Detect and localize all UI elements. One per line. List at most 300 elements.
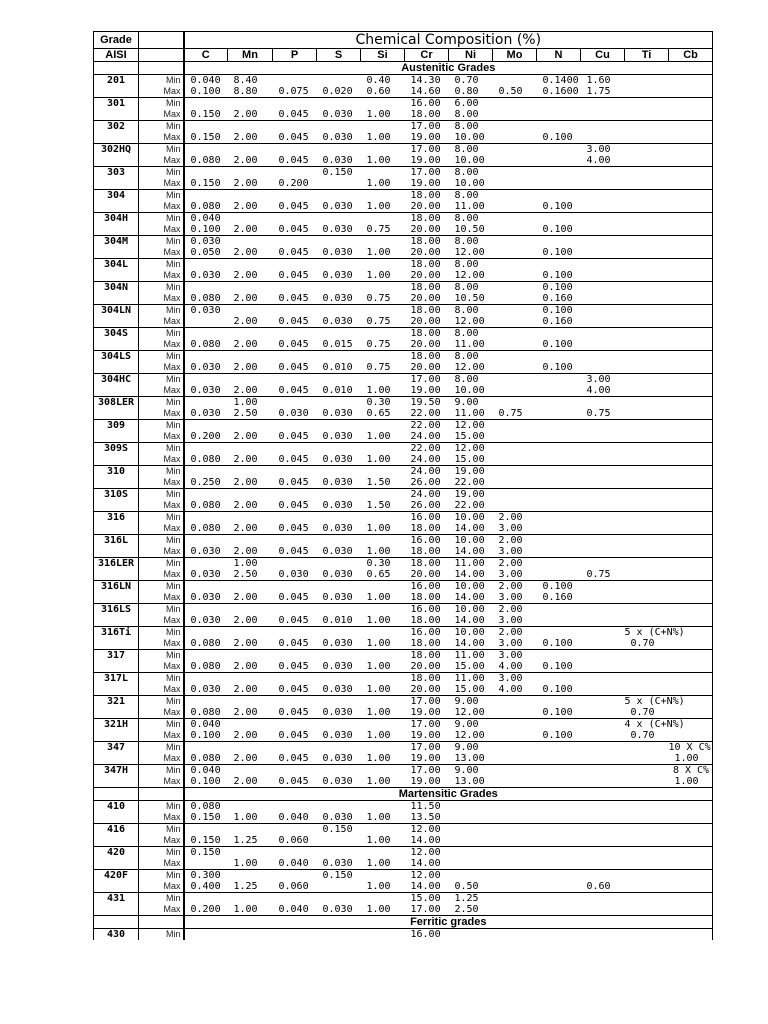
value-cell xyxy=(625,812,669,824)
value-cell: 2.00 xyxy=(233,500,258,511)
value-cell: 0.30 xyxy=(361,558,405,570)
value-cell: 18.00 xyxy=(405,282,449,294)
value-cell xyxy=(361,535,405,547)
value-cell xyxy=(273,719,317,731)
value-cell: 0.030 xyxy=(322,109,353,120)
grade-row-max xyxy=(94,881,713,893)
element-header-ni: Ni xyxy=(449,49,493,62)
value-cell xyxy=(493,316,537,328)
max-label: Max xyxy=(139,500,184,512)
value-cell: 3.00 xyxy=(581,374,625,386)
grade-row-max xyxy=(94,776,713,788)
value-cell: 14.00 xyxy=(410,858,441,869)
value-cell xyxy=(493,362,537,374)
value-cell xyxy=(449,824,493,836)
value-cell xyxy=(184,466,228,478)
value-cell: 1.00 xyxy=(366,592,391,603)
value-cell: 0.030 xyxy=(322,776,353,787)
value-cell: 0.160 xyxy=(542,316,573,327)
value-cell: 0.100 xyxy=(542,270,573,281)
value-cell: 0.100 xyxy=(537,581,581,593)
value-cell xyxy=(581,812,625,824)
grade-label: 431 xyxy=(94,893,139,916)
grade-label: 416 xyxy=(94,824,139,847)
value-cell xyxy=(625,259,669,271)
min-label: Min xyxy=(139,535,184,547)
min-label: Min xyxy=(139,512,184,524)
value-cell: 1.00 xyxy=(366,684,391,695)
value-cell: 18.00 xyxy=(405,558,449,570)
value-cell xyxy=(184,374,228,386)
value-cell: 5 x (C+N%) xyxy=(624,627,685,638)
value-cell: 0.200 xyxy=(190,904,221,915)
value-cell xyxy=(317,893,361,905)
value-cell xyxy=(625,213,669,225)
value-cell: 20.00 xyxy=(410,201,441,212)
value-cell: 16.00 xyxy=(405,929,449,941)
value-cell xyxy=(669,397,713,409)
value-cell: 1.00 xyxy=(366,858,391,869)
value-cell xyxy=(317,305,361,317)
value-cell: 10.00 xyxy=(449,535,493,547)
value-cell: 2.00 xyxy=(233,431,258,442)
value-cell xyxy=(493,824,537,836)
value-cell: 20.00 xyxy=(410,293,441,304)
grade-row-max xyxy=(94,316,713,328)
value-cell xyxy=(493,374,537,386)
value-cell xyxy=(581,696,625,708)
grade-row-max xyxy=(94,247,713,259)
value-cell xyxy=(184,893,228,905)
value-cell xyxy=(228,259,273,271)
value-cell: 13.50 xyxy=(410,812,441,823)
value-cell xyxy=(273,443,317,455)
max-label: Max xyxy=(139,661,184,673)
value-cell xyxy=(184,824,228,836)
value-cell: 13.00 xyxy=(454,753,485,764)
value-cell xyxy=(625,443,669,455)
grade-row-max xyxy=(94,362,713,374)
section-title: Austenitic Grades xyxy=(184,62,713,75)
value-cell xyxy=(625,500,669,512)
value-cell xyxy=(669,109,713,121)
value-cell xyxy=(228,673,273,685)
value-cell: 0.030 xyxy=(190,684,221,695)
grade-row-max xyxy=(94,109,713,121)
value-cell xyxy=(449,801,493,813)
value-cell: 1.00 xyxy=(366,835,391,846)
value-cell xyxy=(669,178,713,190)
grade-row-min xyxy=(94,742,713,754)
value-cell xyxy=(361,673,405,685)
value-cell xyxy=(625,535,669,547)
value-cell xyxy=(228,870,273,882)
value-cell: 0.75 xyxy=(366,224,391,235)
value-cell: 1.00 xyxy=(366,523,391,534)
value-cell: 0.030 xyxy=(278,569,309,580)
value-cell: 12.00 xyxy=(454,316,485,327)
value-cell xyxy=(493,351,537,363)
grade-label: 304L xyxy=(94,259,139,282)
section-title: Ferritic grades xyxy=(184,916,713,929)
value-cell xyxy=(184,627,228,639)
value-cell: 2.00 xyxy=(233,753,258,764)
value-cell xyxy=(537,673,581,685)
value-cell xyxy=(669,824,713,836)
min-label: Min xyxy=(139,305,184,317)
value-cell xyxy=(625,858,669,870)
value-cell xyxy=(669,604,713,616)
value-cell: 0.045 xyxy=(278,661,309,672)
value-cell: 1.00 xyxy=(366,776,391,787)
value-cell: 0.045 xyxy=(278,523,309,534)
value-cell xyxy=(184,858,228,870)
value-cell: 0.030 xyxy=(190,546,221,557)
grade-row-max xyxy=(94,904,713,916)
grade-row-min xyxy=(94,512,713,524)
value-cell: 0.030 xyxy=(190,408,221,419)
value-cell xyxy=(184,696,228,708)
value-cell xyxy=(669,893,713,905)
value-cell: 17.00 xyxy=(405,719,449,731)
value-cell: 18.00 xyxy=(405,190,449,202)
grade-row-max xyxy=(94,155,713,167)
value-cell: 18.00 xyxy=(405,259,449,271)
value-cell xyxy=(625,155,669,167)
value-cell xyxy=(537,929,581,941)
grade-row-max xyxy=(94,615,713,627)
value-cell xyxy=(625,650,669,662)
value-cell xyxy=(625,190,669,202)
value-cell: 0.080 xyxy=(190,661,221,672)
value-cell xyxy=(537,512,581,524)
value-cell: 1.60 xyxy=(581,75,625,87)
value-cell xyxy=(625,523,669,535)
value-cell xyxy=(669,615,713,627)
value-cell xyxy=(625,385,669,397)
value-cell: 0.030 xyxy=(322,132,353,143)
value-cell xyxy=(493,847,537,859)
value-cell: 1.25 xyxy=(449,893,493,905)
value-cell xyxy=(184,328,228,340)
value-cell: 12.00 xyxy=(454,362,485,373)
value-cell xyxy=(317,98,361,110)
value-cell xyxy=(493,328,537,340)
value-cell xyxy=(184,650,228,662)
value-cell: 18.00 xyxy=(405,213,449,225)
value-cell: 0.030 xyxy=(190,270,221,281)
value-cell xyxy=(493,904,537,916)
value-cell xyxy=(317,443,361,455)
value-cell xyxy=(228,929,273,941)
grade-row-max xyxy=(94,431,713,443)
value-cell xyxy=(317,673,361,685)
grade-row-min xyxy=(94,374,713,386)
value-cell: 2.00 xyxy=(233,109,258,120)
value-cell xyxy=(493,443,537,455)
value-cell: 2.00 xyxy=(233,730,258,741)
value-cell xyxy=(581,719,625,731)
value-cell: 20.00 xyxy=(410,684,441,695)
grade-row-min xyxy=(94,650,713,662)
value-cell: 18.00 xyxy=(405,351,449,363)
value-cell xyxy=(669,201,713,213)
grade-row-max xyxy=(94,132,713,144)
grade-row-max xyxy=(94,684,713,696)
grade-row-max xyxy=(94,730,713,742)
grade-row-max xyxy=(94,753,713,765)
value-cell xyxy=(361,466,405,478)
value-cell xyxy=(581,351,625,363)
value-cell: 14.30 xyxy=(405,75,449,87)
value-cell: 0.75 xyxy=(586,408,611,419)
value-cell: 11.00 xyxy=(449,673,493,685)
value-cell xyxy=(581,98,625,110)
min-label: Min xyxy=(139,719,184,731)
grade-row-max xyxy=(94,477,713,489)
value-cell xyxy=(537,835,581,847)
value-cell: 0.150 xyxy=(317,870,361,882)
grade-label: 420F xyxy=(94,870,139,893)
value-cell xyxy=(625,569,669,581)
value-cell xyxy=(581,431,625,443)
value-cell xyxy=(537,98,581,110)
value-cell: 0.100 xyxy=(542,730,573,741)
min-label: Min xyxy=(139,673,184,685)
value-cell: 2.00 xyxy=(233,316,258,327)
value-cell: 0.045 xyxy=(278,431,309,442)
value-cell xyxy=(625,247,669,259)
value-cell xyxy=(493,776,537,788)
min-label: Min xyxy=(139,397,184,409)
value-cell xyxy=(581,397,625,409)
value-cell: 0.030 xyxy=(322,523,353,534)
value-cell: 0.010 xyxy=(322,385,353,396)
value-cell: 2.00 xyxy=(233,546,258,557)
value-cell xyxy=(273,167,317,179)
element-header-ti: Ti xyxy=(625,49,669,62)
value-cell xyxy=(493,765,537,777)
value-cell: 16.00 xyxy=(405,604,449,616)
value-cell: 8.00 xyxy=(449,305,493,317)
value-cell: 0.030 xyxy=(190,592,221,603)
value-cell: 0.045 xyxy=(278,132,309,143)
value-cell xyxy=(361,351,405,363)
value-cell xyxy=(317,328,361,340)
value-cell xyxy=(625,929,669,941)
value-cell xyxy=(625,835,669,847)
max-label: Max xyxy=(139,881,184,893)
value-cell: 19.00 xyxy=(449,489,493,501)
value-cell xyxy=(669,316,713,328)
value-cell: 10.00 xyxy=(454,178,485,189)
value-cell xyxy=(493,696,537,708)
value-cell xyxy=(537,893,581,905)
value-cell xyxy=(625,408,669,420)
value-cell xyxy=(537,385,581,397)
value-cell xyxy=(361,144,405,156)
value-cell xyxy=(317,881,361,893)
value-cell xyxy=(228,466,273,478)
value-cell: 17.00 xyxy=(405,374,449,386)
value-cell: 14.00 xyxy=(454,592,485,603)
value-cell xyxy=(581,213,625,225)
value-cell: 0.045 xyxy=(278,546,309,557)
value-cell xyxy=(669,259,713,271)
value-cell xyxy=(273,121,317,133)
value-cell: 0.030 xyxy=(322,293,353,304)
value-cell xyxy=(581,190,625,202)
value-cell: 0.080 xyxy=(190,523,221,534)
value-cell: 0.060 xyxy=(278,881,309,892)
value-cell: 2.00 xyxy=(233,224,258,235)
value-cell xyxy=(361,328,405,340)
grade-row-max xyxy=(94,812,713,824)
value-cell xyxy=(581,558,625,570)
min-label: Min xyxy=(139,870,184,882)
min-label: Min xyxy=(139,929,184,941)
value-cell xyxy=(625,75,669,87)
header-spacer xyxy=(139,32,184,49)
value-cell xyxy=(537,431,581,443)
value-cell xyxy=(581,224,625,236)
grade-label: 302 xyxy=(94,121,139,144)
value-cell xyxy=(537,420,581,432)
value-cell: 0.150 xyxy=(190,835,221,846)
value-cell xyxy=(669,558,713,570)
grade-row-min xyxy=(94,466,713,478)
value-cell: 18.00 xyxy=(410,546,441,557)
grade-row-min xyxy=(94,893,713,905)
value-cell: 20.00 xyxy=(410,339,441,350)
grade-label: 347 xyxy=(94,742,139,765)
value-cell: 0.75 xyxy=(366,362,391,373)
grade-row-min xyxy=(94,824,713,836)
value-cell: 18.00 xyxy=(410,523,441,534)
value-cell: 1.50 xyxy=(366,500,391,511)
value-cell: 12.00 xyxy=(454,247,485,258)
value-cell xyxy=(228,847,273,859)
value-cell xyxy=(581,270,625,282)
value-cell: 2.00 xyxy=(493,581,537,593)
grade-label: 304N xyxy=(94,282,139,305)
value-cell: 1.00 xyxy=(366,385,391,396)
grade-label: 317L xyxy=(94,673,139,696)
value-cell xyxy=(228,512,273,524)
value-cell xyxy=(493,719,537,731)
value-cell xyxy=(625,362,669,374)
value-cell: 15.00 xyxy=(454,454,485,465)
max-label: Max xyxy=(139,201,184,213)
value-cell xyxy=(669,98,713,110)
value-cell xyxy=(669,293,713,305)
value-cell xyxy=(361,98,405,110)
value-cell xyxy=(581,121,625,133)
value-cell: 11.50 xyxy=(405,801,449,813)
value-cell xyxy=(669,569,713,581)
grade-label: 303 xyxy=(94,167,139,190)
grade-row-min xyxy=(94,847,713,859)
value-cell xyxy=(493,420,537,432)
value-cell xyxy=(361,650,405,662)
value-cell xyxy=(669,305,713,317)
grade-row-max xyxy=(94,569,713,581)
value-cell xyxy=(184,190,228,202)
value-cell xyxy=(625,801,669,813)
value-cell xyxy=(184,742,228,754)
value-cell: 0.100 xyxy=(542,661,573,672)
value-cell xyxy=(317,558,361,570)
value-cell xyxy=(317,929,361,941)
value-cell: 0.045 xyxy=(278,684,309,695)
element-header-c: C xyxy=(184,49,228,62)
value-cell xyxy=(361,420,405,432)
value-cell xyxy=(228,742,273,754)
min-label: Min xyxy=(139,121,184,133)
value-cell xyxy=(228,696,273,708)
value-cell xyxy=(581,362,625,374)
value-cell: 24.00 xyxy=(405,466,449,478)
value-cell xyxy=(537,374,581,386)
value-cell: 2.00 xyxy=(493,535,537,547)
value-cell: 0.040 xyxy=(278,904,309,915)
value-cell xyxy=(493,98,537,110)
value-cell xyxy=(669,730,713,742)
value-cell: 19.00 xyxy=(410,730,441,741)
value-cell xyxy=(669,870,713,882)
value-cell: 4.00 xyxy=(586,155,611,166)
max-label: Max xyxy=(139,270,184,282)
value-cell: 0.030 xyxy=(322,247,353,258)
min-label: Min xyxy=(139,98,184,110)
grade-row-min xyxy=(94,535,713,547)
value-cell xyxy=(273,604,317,616)
value-cell xyxy=(581,236,625,248)
min-label: Min xyxy=(139,190,184,202)
value-cell xyxy=(449,929,493,941)
value-cell: 0.030 xyxy=(322,155,353,166)
value-cell: 19.00 xyxy=(410,178,441,189)
value-cell xyxy=(361,236,405,248)
value-cell xyxy=(581,466,625,478)
value-cell: 1.00 xyxy=(228,397,273,409)
value-cell: 3.00 xyxy=(498,569,523,580)
grade-label: 304HC xyxy=(94,374,139,397)
value-cell: 9.00 xyxy=(449,742,493,754)
grade-row-min xyxy=(94,673,713,685)
grade-row-min xyxy=(94,328,713,340)
value-cell xyxy=(625,339,669,351)
value-cell xyxy=(581,604,625,616)
element-header-mo: Mo xyxy=(493,49,537,62)
value-cell xyxy=(317,604,361,616)
value-cell xyxy=(581,512,625,524)
value-cell: 0.045 xyxy=(278,109,309,120)
value-cell: 22.00 xyxy=(454,500,485,511)
value-cell: 14.00 xyxy=(454,569,485,580)
value-cell xyxy=(273,870,317,882)
value-cell xyxy=(537,144,581,156)
value-cell xyxy=(581,305,625,317)
value-cell xyxy=(537,259,581,271)
value-cell xyxy=(493,466,537,478)
grade-row-min xyxy=(94,305,713,317)
value-cell: 10.00 xyxy=(449,627,493,639)
value-cell xyxy=(625,489,669,501)
value-cell: 6.00 xyxy=(449,98,493,110)
max-label: Max xyxy=(139,776,184,788)
value-cell: 2.00 xyxy=(233,385,258,396)
